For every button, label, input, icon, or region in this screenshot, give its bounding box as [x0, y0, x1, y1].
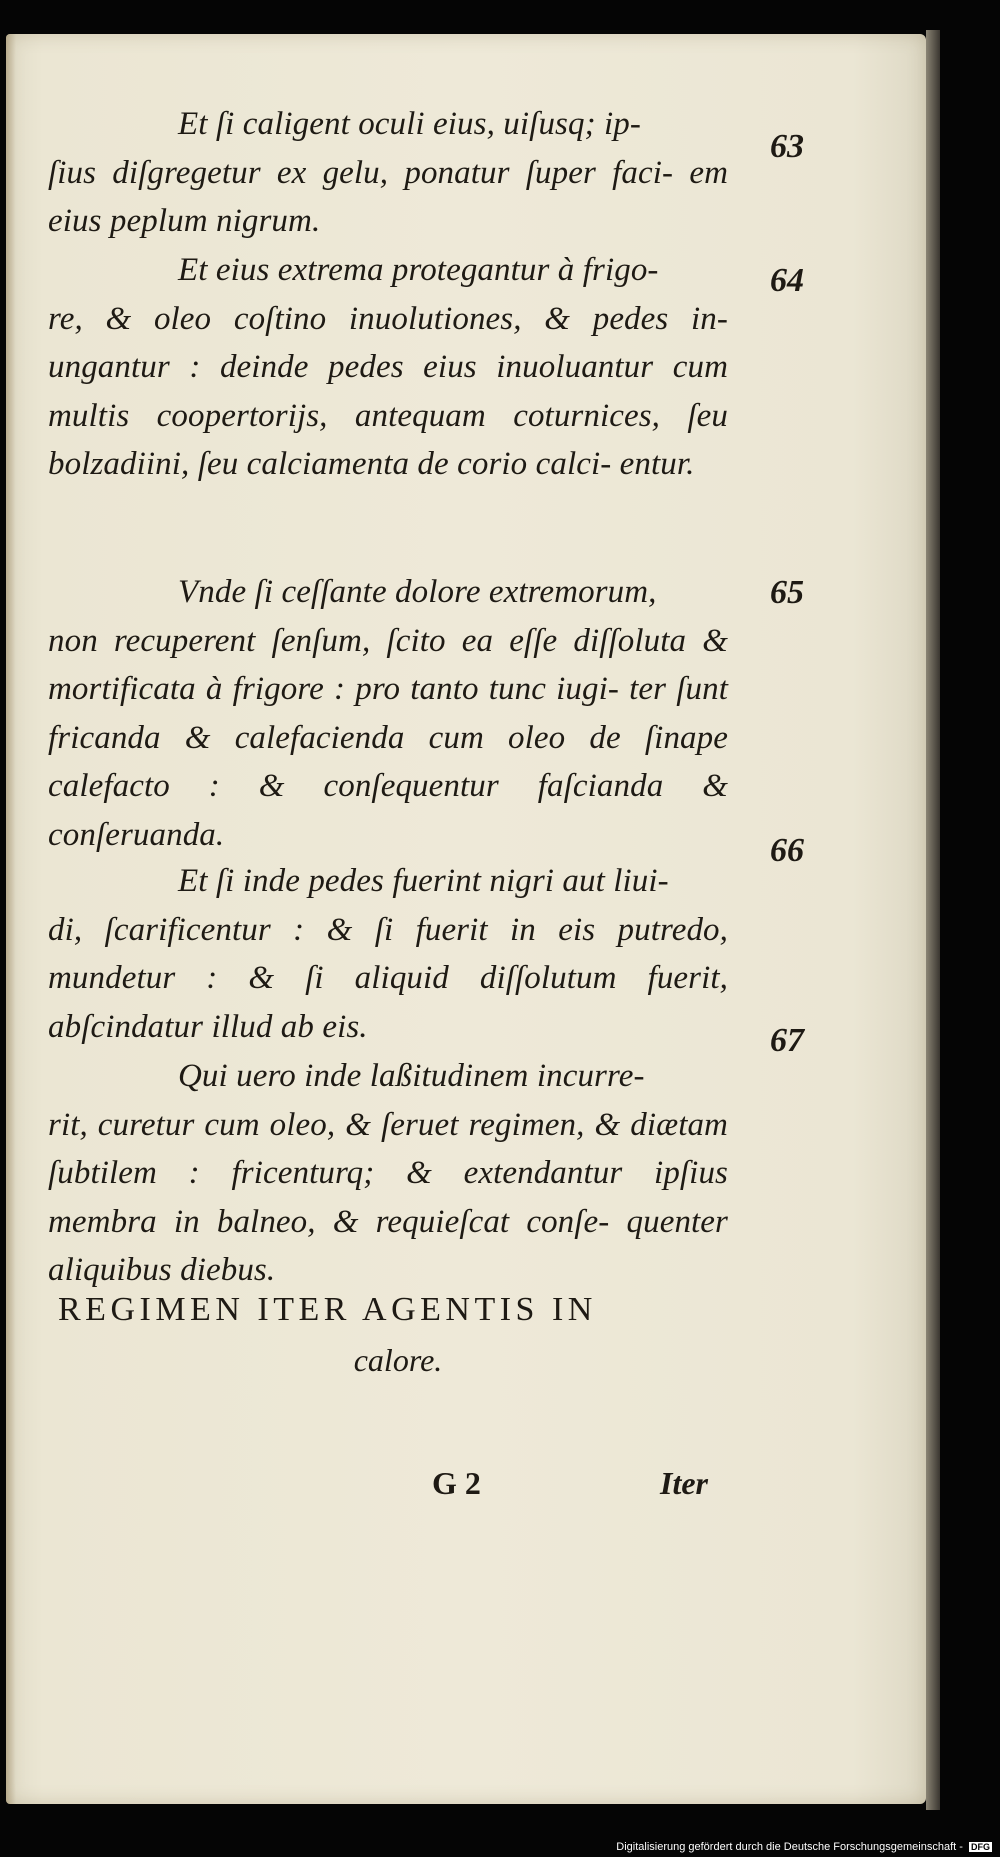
paragraph-2-first-line: Et eius extrema protegantur à frigo- — [178, 252, 659, 288]
paragraph-4-first-line: Et ſi inde pedes fuerint nigri aut liui- — [178, 863, 669, 899]
paragraph-5-first-line: Qui uero inde laßitudinem incurre- — [178, 1058, 645, 1094]
heading-line-2: calore. — [353, 1342, 443, 1378]
paragraph-1 — [48, 100, 728, 246]
margin-number-63: 63 — [770, 128, 804, 165]
paragraph-5-rest: rit, curetur cum oleo, & ſeruet regimen, & diætam ſubtilem : fricenturq; & extendantur ipſius membra in balneo, & requieſcat conſe- quenter aliquibus diebus. — [48, 1106, 728, 1288]
paragraph-3 — [48, 568, 728, 859]
footer-text: Digitalisierung gefördert durch die Deutsche Forschungsgemeinschaft - — [616, 1841, 963, 1853]
paragraph-2 — [48, 246, 728, 489]
paragraph-1-first-line: Et ſi caligent oculi eius, uiſusq; ip- — [178, 106, 641, 142]
catchword: Iter — [660, 1465, 708, 1501]
heading-line-1: REGIMEN ITER AGENTIS IN — [58, 1291, 597, 1328]
section-heading — [58, 1288, 738, 1382]
paragraph-1-rest: ſius diſgregetur ex gelu, ponatur ſuper faci- em eius peplum nigrum. — [48, 154, 728, 239]
paragraph-4-rest: di, ſcarificentur : & ſi fuerit in eis putredo, mundetur : & ſi aliquid diſſolutum fuerit, abſcindatur illud ab eis. — [48, 911, 728, 1045]
margin-number-67: 67 — [770, 1022, 804, 1059]
paragraph-4 — [48, 857, 728, 1051]
page-edge — [926, 30, 940, 1810]
paragraph-5 — [48, 1052, 728, 1295]
margin-number-64: 64 — [770, 262, 804, 299]
footer-credit — [616, 1841, 992, 1853]
paragraph-3-rest: non recuperent ſenſum, ſcito ea eſſe diſſoluta & mortificata à frigore : pro tanto tunc iugi- ter ſunt fricanda & calefacienda cum oleo de ſinape calefacto : & conſequentur faſcianda & conſeruanda. — [48, 622, 728, 853]
signature-mark: G 2 — [432, 1465, 481, 1501]
paragraph-3-first-line: Vnde ſi ceſſante dolore extremorum, — [178, 574, 657, 610]
margin-number-65: 65 — [770, 574, 804, 611]
margin-number-66: 66 — [770, 832, 804, 869]
dfg-logo: DFG — [971, 1842, 990, 1853]
paragraph-2-rest: re, & oleo coſtino inuolutiones, & pedes in- ungantur : deinde pedes eius inuoluantur cum multis coopertorijs, antequam coturnices, ſeu bolzadiini, ſeu calciamenta de corio calci- entur. — [48, 300, 728, 482]
